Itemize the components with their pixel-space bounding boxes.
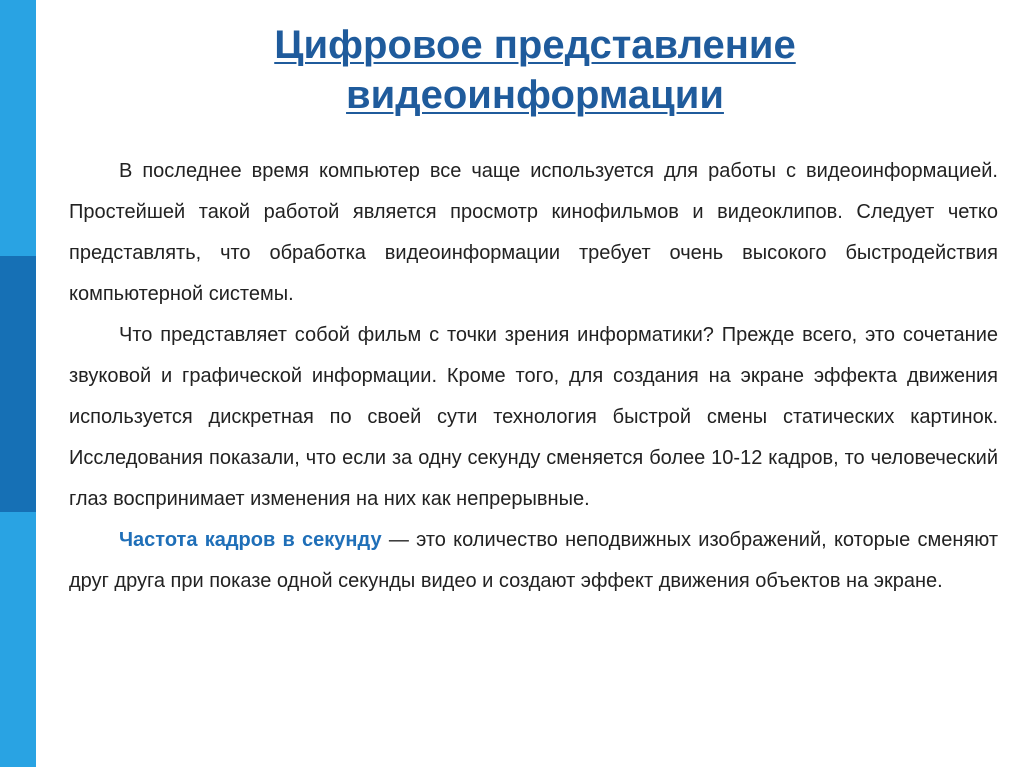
slide-title (100, 20, 970, 120)
left-accent-bar-highlight (0, 256, 36, 512)
paragraph-1: В последнее время компьютер все чаще используется для работы с видеоинформацией. Простейшей такой работой является просмотр кинофильмов и видеоклипов. Следует четко представлять, что обработка видеоинформации требует очень высокого быстродействия компьютерной системы. (69, 160, 998, 305)
paragraph-3 (69, 520, 998, 602)
slide-title-line-1: Цифровое представление (274, 23, 796, 67)
paragraph-2: Что представляет собой фильм с точки зрения информатики? Прежде всего, это сочетание звуковой и графической информации. Кроме того, для создания на экране эффекта движения используется дискретная по своей сути технология быстрой смены статических картинок. Исследования показали, что если за одну секунду сменяется более 10-12 кадров, то человеческий глаз воспринимает изменения на них как непрерывные. (69, 324, 998, 510)
term-frame-rate: Частота кадров в секунду (119, 529, 382, 551)
slide-title-line-2: видеоинформации (346, 73, 724, 117)
paragraph-3-definition: — это количество неподвижных изображений, которые сменяют друг друга при показе одной секунды видео и создают эффект движения объектов на экране. (69, 529, 998, 592)
slide-body (69, 151, 998, 602)
